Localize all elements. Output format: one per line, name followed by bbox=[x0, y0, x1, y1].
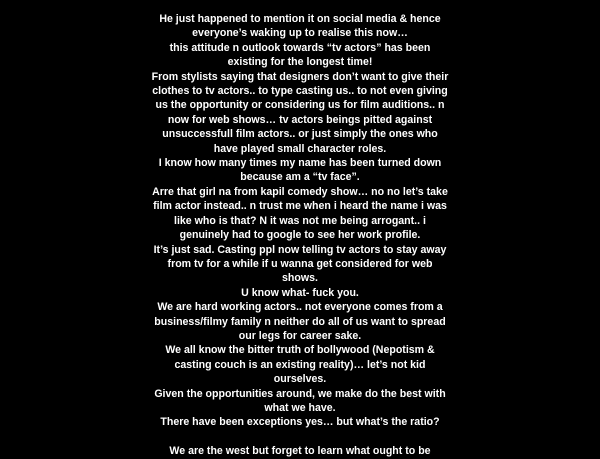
story-line: There have been exceptions yes… but what’s the ratio? bbox=[160, 416, 440, 429]
story-line: us the opportunity or considering us for film auditions.. n bbox=[155, 99, 445, 112]
story-line: casting couch is an existing reality)… let’s not kid bbox=[174, 358, 426, 371]
story-line: Arre that girl na from kapil comedy show… no no let’s take bbox=[152, 185, 448, 198]
story-line: what we have. bbox=[264, 401, 336, 414]
story-line: genuinely had to google to see her work profile. bbox=[179, 229, 421, 242]
story-line: He just happened to mention it on social media & hence bbox=[159, 13, 441, 25]
story-line: We are the west but forget to learn what ought to be bbox=[169, 445, 431, 458]
story-text-block bbox=[130, 12, 470, 459]
story-line: unsuccessfull film actors.. or just simply the ones who bbox=[162, 128, 438, 141]
story-line: We are hard working actors.. not everyone comes from a bbox=[157, 301, 443, 314]
story-line: have played small character roles. bbox=[213, 142, 387, 155]
story-line: ourselves. bbox=[273, 373, 327, 386]
story-line: clothes to tv actors.. to type casting us.. to not even giving bbox=[152, 85, 448, 98]
story-line: now for web shows… tv actors beings pitted against bbox=[167, 113, 433, 126]
story-line: like who is that? N it was not me being arrogant.. i bbox=[174, 214, 426, 227]
story-line: our legs for career sake. bbox=[238, 329, 362, 342]
story-line: shows. bbox=[282, 272, 318, 285]
story-line: existing for the longest time! bbox=[227, 56, 373, 69]
story-line: business/filmy family n neither do all of us want to spread bbox=[154, 315, 446, 328]
story-line bbox=[130, 430, 470, 444]
story-line: It’s just sad. Casting ppl now telling tv actors to stay away bbox=[153, 243, 447, 256]
story-line: Given the opportunities around, we make do the best with bbox=[154, 387, 446, 400]
story-line: I know how many times my name has been turned down bbox=[158, 157, 442, 170]
story-line: film actor instead.. n trust me when i heard the name i was bbox=[153, 200, 447, 213]
story-line: everyone’s waking up to realise this now… bbox=[192, 27, 408, 40]
story-line: this attitude n outlook towards “tv actors” has been bbox=[169, 41, 431, 54]
story-line: From stylists saying that designers don’t want to give their bbox=[151, 70, 449, 83]
story-line: We all know the bitter truth of bollywood (Nepotism & bbox=[165, 344, 435, 357]
story-line: from tv for a while if u wanna get considered for web bbox=[167, 257, 433, 270]
story-line: because am a “tv face”. bbox=[240, 171, 360, 184]
story-line: U know what- fuck you. bbox=[241, 286, 359, 299]
